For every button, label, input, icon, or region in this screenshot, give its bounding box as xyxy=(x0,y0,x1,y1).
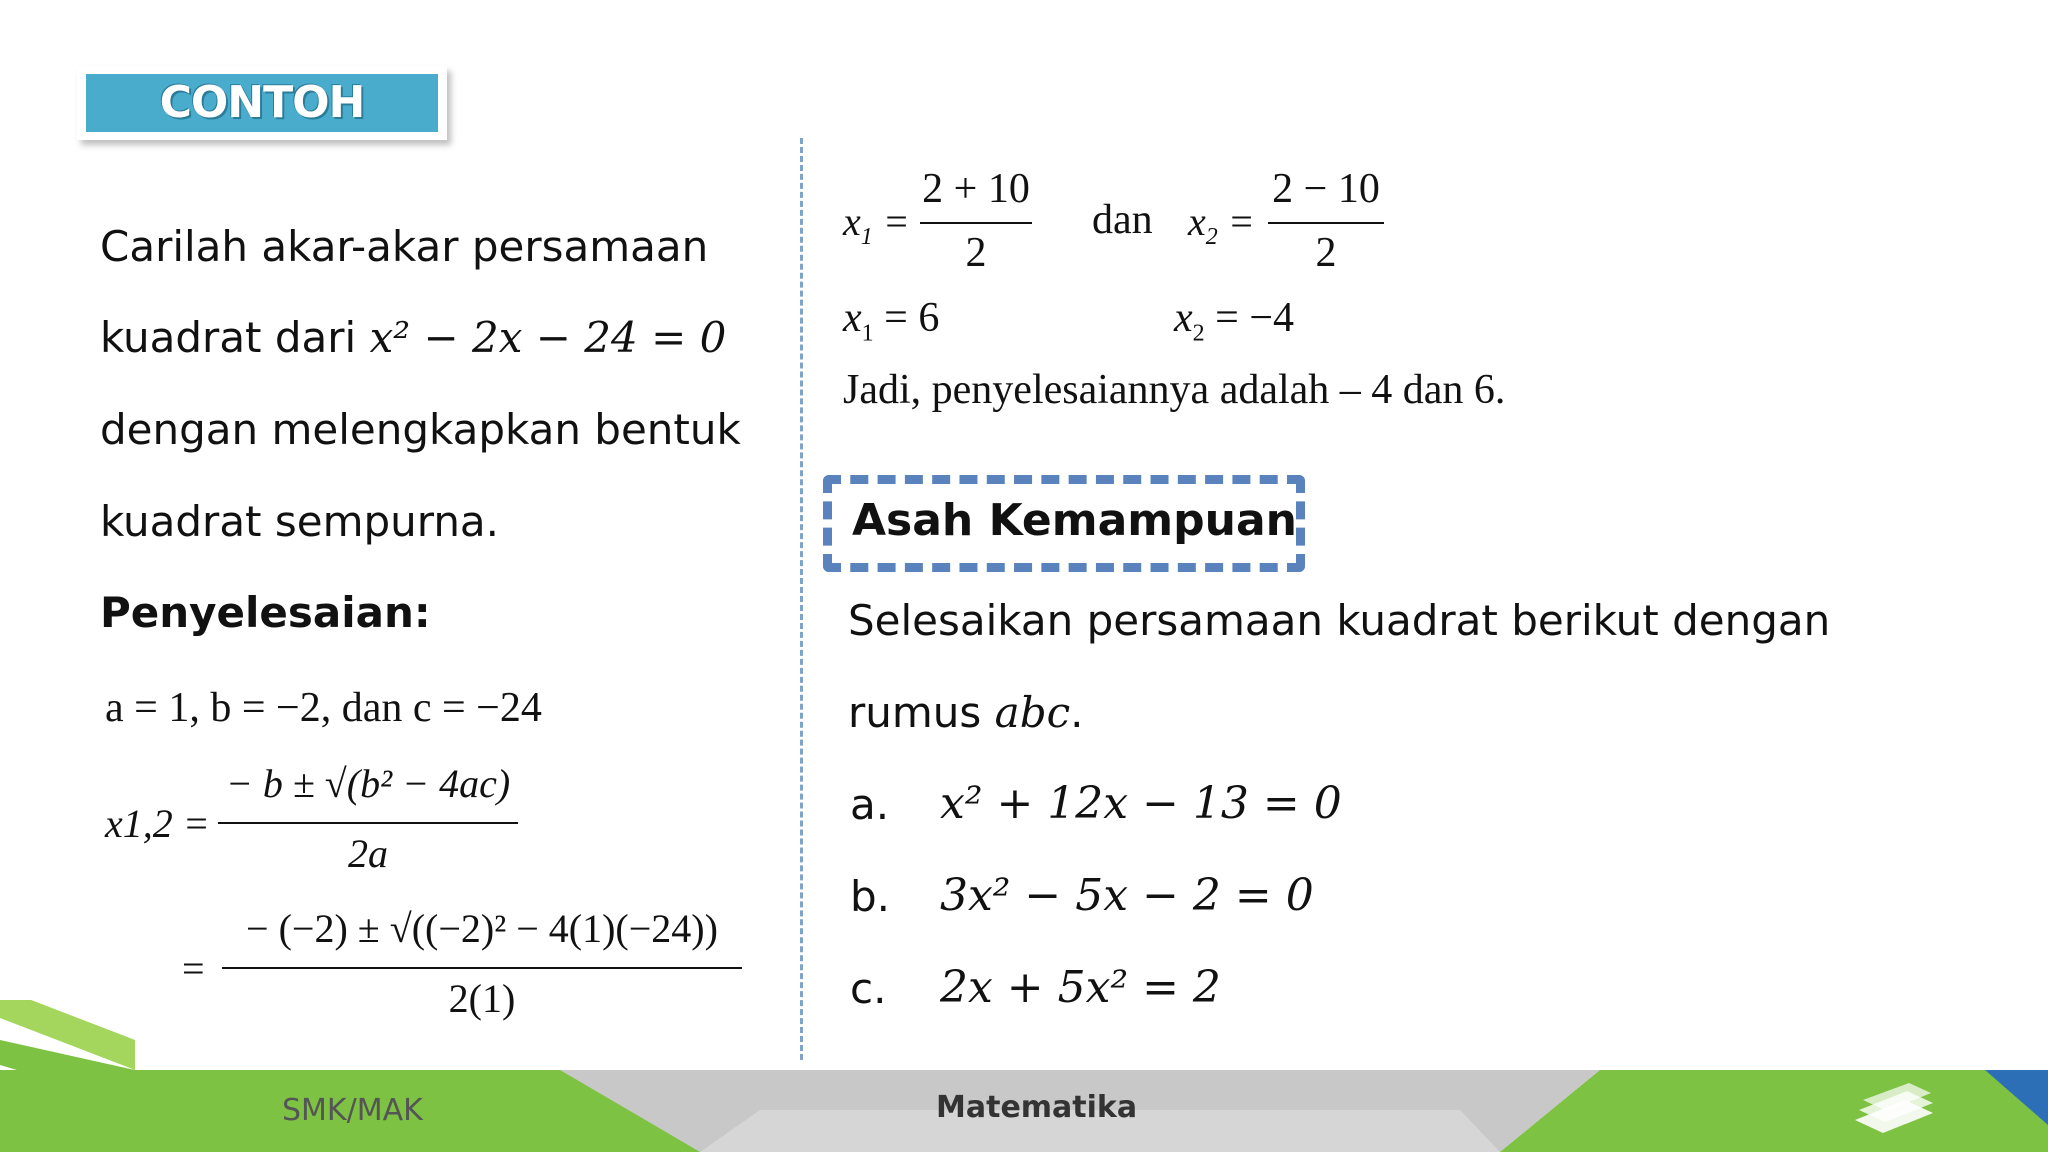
x2-numerator: 2 − 10 xyxy=(1272,166,1380,212)
x1-numerator: 2 + 10 xyxy=(922,166,1030,212)
x1-lhs: $x_1$ = xyxy=(843,199,910,250)
substitution-numerator: − (−2) ± √((−2)² − 4(1)(−24)) xyxy=(246,906,718,951)
equals-sign: = xyxy=(182,946,205,991)
instruction-line-1: Selesaikan persamaan kuadrat berikut dengan xyxy=(848,596,1831,645)
x1-fraction xyxy=(920,165,1032,280)
x2-fraction xyxy=(1268,165,1384,280)
instruction-line-2 xyxy=(848,688,1083,737)
question-line-1: Carilah akar-akar persamaan xyxy=(100,222,709,271)
conjunction-dan: dan xyxy=(1092,197,1153,243)
footer-subject-label: Matematika xyxy=(936,1090,1138,1125)
substitution-bar xyxy=(222,967,742,969)
x2-result: $x_2 = -4$ xyxy=(1174,295,1295,347)
coefficients-line: a = 1, b = −2, dan c = −24 xyxy=(105,685,542,731)
x1-bar xyxy=(920,222,1032,224)
x2-value: −4 xyxy=(1249,295,1295,341)
formula-fraction xyxy=(218,760,518,880)
exercise-c-equation: 2x + 5x² = 2 xyxy=(940,962,1221,1013)
formula-denominator: 2a xyxy=(348,831,388,876)
x2-denominator: 2 xyxy=(1315,230,1337,276)
x1-result: $x_1 = 6$ xyxy=(843,295,940,347)
formula-bar xyxy=(218,822,518,824)
instruction-prefix: rumus xyxy=(848,688,995,737)
question-equation: x² − 2x − 24 = 0 xyxy=(369,313,727,362)
formula-numerator: − b ± √(b² − 4ac) xyxy=(225,761,511,806)
question-line-2-text: kuadrat dari xyxy=(100,313,357,362)
solution-heading: Penyelesaian: xyxy=(100,588,431,637)
badge-label: CONTOH xyxy=(86,74,438,132)
asah-kemampuan-title: Asah Kemampuan xyxy=(852,495,1297,546)
x2-bar xyxy=(1268,222,1384,224)
question-line-3: dengan melengkapkan bentuk xyxy=(100,405,741,454)
exercise-a-equation: x² + 12x − 13 = 0 xyxy=(940,778,1342,829)
instruction-suffix: . xyxy=(1070,688,1084,737)
exercise-c-label: c. xyxy=(850,964,887,1013)
instruction-math: abc xyxy=(994,688,1071,737)
column-divider xyxy=(800,138,803,1060)
contoh-badge xyxy=(77,66,447,140)
substitution-denominator: 2(1) xyxy=(448,976,516,1021)
footer-banner xyxy=(0,1000,2048,1152)
x1-denominator: 2 xyxy=(965,230,987,276)
x1-value: 6 xyxy=(918,295,940,341)
x2-lhs: $x_2$ = xyxy=(1188,199,1255,250)
conclusion: Jadi, penyelesaiannya adalah – 4 dan 6. xyxy=(843,367,1506,413)
exercise-a-label: a. xyxy=(850,780,890,829)
exercise-b-label: b. xyxy=(850,872,891,921)
formula-lhs: x1,2 = xyxy=(105,801,210,846)
exercise-b-equation: 3x² − 5x − 2 = 0 xyxy=(940,870,1314,921)
footer-smk-label: SMK/MAK xyxy=(282,1093,423,1128)
question-line-2 xyxy=(100,313,726,362)
question-line-4: kuadrat sempurna. xyxy=(100,497,500,546)
